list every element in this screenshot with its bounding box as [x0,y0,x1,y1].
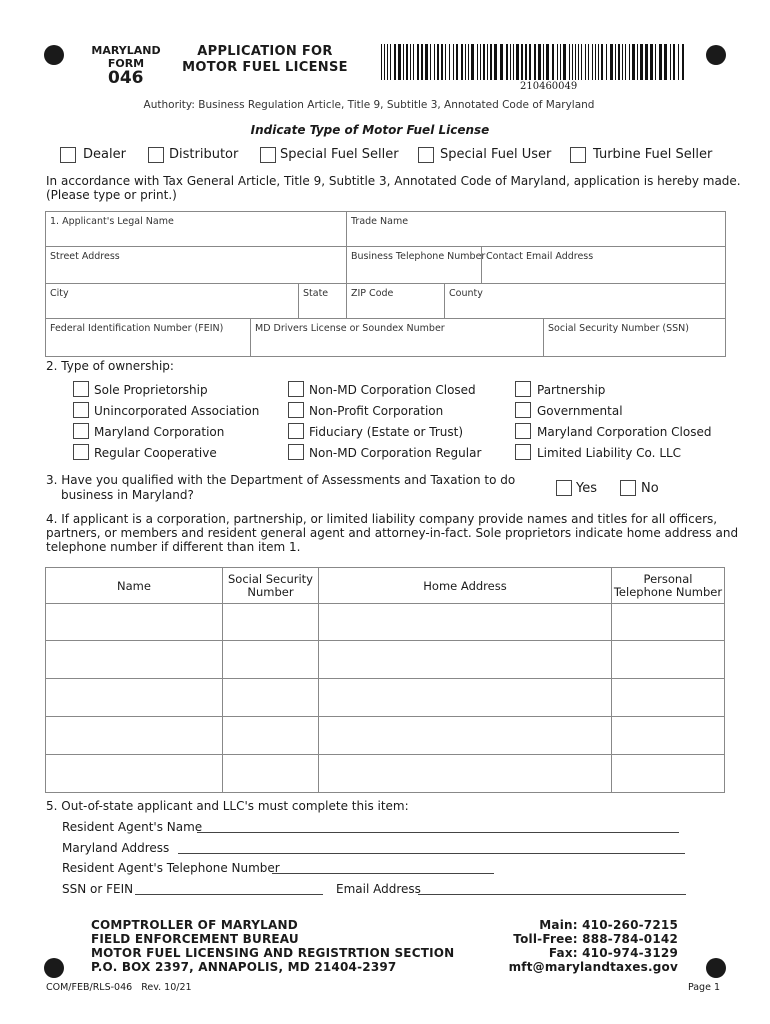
barcode-bar [500,44,503,80]
label-special-fuel-seller: Special Fuel Seller [280,147,399,162]
table-cell[interactable] [612,717,725,755]
table-cell[interactable] [319,717,612,755]
q3-line2: business in Maryland? [61,488,194,502]
barcode-bar [640,44,643,80]
barcode-bar [543,44,544,80]
label-fein: Federal Identification Number (FEIN) [50,323,224,334]
label-legal-name: 1. Applicant's Legal Name [50,216,174,227]
table-cell[interactable] [46,641,223,679]
label-zip: ZIP Code [351,288,394,299]
barcode-bar [425,44,428,80]
col-name-header: Name [46,568,223,604]
checkbox-q3-yes[interactable] [556,480,572,496]
barcode-bar [477,44,478,80]
table-cell[interactable] [612,604,725,641]
field-county[interactable] [444,283,726,318]
barcode-bar [622,44,623,80]
field-contact-email[interactable] [481,246,726,283]
barcode-bar [645,44,648,80]
barcode-bar [525,44,527,80]
registration-mark-top-left [44,45,64,65]
barcode-bar [588,44,589,80]
barcode-bar [513,44,514,80]
table-cell[interactable] [46,755,223,793]
barcode-bar [406,44,408,80]
barcode-bar [521,44,523,80]
table-row[interactable] [46,641,725,679]
checkbox-regular-cooperative[interactable] [73,444,89,460]
label-special-fuel-user: Special Fuel User [440,147,552,162]
form-code: COM/FEB/RLS-046 Rev. 10/21 [46,982,192,993]
checkbox-dealer[interactable] [60,147,76,163]
q4-line3: telephone number if different than item 1. [46,540,301,554]
q4-line2: partners, or members and resident general agent and attorney-in-fact. Sole proprietors indicate home address and [46,526,739,540]
authority-text: Authority: Business Regulation Article, Title 9, Subtitle 3, Annotated Code of Maryland [143,99,595,111]
checkbox-governmental[interactable] [515,402,531,418]
label-ssn-fein: SSN or FEIN [62,882,134,896]
label-partnership: Partnership [537,383,606,397]
footer-address-line2: FIELD ENFORCEMENT BUREAU [91,932,299,946]
barcode-bar [384,44,385,80]
field-ssn[interactable] [543,318,726,357]
registration-mark-top-right [706,45,726,65]
table-row[interactable] [46,679,725,717]
checkbox-llc[interactable] [515,444,531,460]
label-distributor: Distributor [169,147,239,162]
col-phone-line1: Personal [643,571,693,586]
field-street-address[interactable] [45,246,346,283]
label-ssn: Social Security Number (SSN) [548,323,689,334]
checkbox-unincorporated-association[interactable] [73,402,89,418]
barcode-bar [610,44,613,80]
page-number: Page 1 [687,982,720,993]
barcode [381,44,686,80]
barcode-bar [557,44,558,80]
table-cell[interactable] [612,679,725,717]
label-non-profit-corp: Non-Profit Corporation [309,404,444,418]
checkbox-distributor[interactable] [148,147,164,163]
q4-line1: 4. If applicant is a corporation, partnership, or limited liability company provide names and titles for all officers, [46,512,718,526]
label-maryland-address: Maryland Address [62,841,170,855]
checkbox-sole-proprietorship[interactable] [73,381,89,397]
barcode-bar [516,44,519,80]
intro-line1: In accordance with Tax General Article, Title 9, Subtitle 3, Annotated Code of Maryland, application is hereby made. [46,174,741,188]
col-ssn-header [223,568,319,604]
registration-mark-bottom-left [44,958,64,978]
barcode-bar [413,44,414,80]
checkbox-special-fuel-user[interactable] [418,147,434,163]
barcode-bar [615,44,616,80]
checkbox-non-profit-corp[interactable] [288,402,304,418]
col-address-header: Home Address [319,568,612,604]
barcode-bar [381,44,382,80]
checkbox-maryland-corp-closed[interactable] [515,423,531,439]
table-cell[interactable] [319,641,612,679]
label-business-phone: Business Telephone Number [351,251,486,262]
state-label: MARYLAND [91,44,161,57]
barcode-bar [403,44,404,80]
barcode-bar [595,44,596,80]
barcode-bar [664,44,667,80]
label-sole-proprietorship: Sole Proprietorship [94,383,208,397]
barcode-bar [578,44,579,80]
label-contact-email: Contact Email Address [486,251,594,262]
form-title-line1: APPLICATION FOR [197,44,333,59]
field-zip[interactable] [346,283,444,318]
label-state: State [303,288,329,299]
barcode-bar [670,44,671,80]
barcode-bar [563,44,566,80]
barcode-bar [659,44,662,80]
table-cell[interactable] [223,755,319,793]
barcode-bar [449,44,450,80]
checkbox-non-md-corp-regular[interactable] [288,444,304,460]
label-non-md-corp-closed: Non-MD Corporation Closed [309,383,476,397]
footer-address-line1: COMPTROLLER OF MARYLAND [91,918,298,932]
barcode-bar [618,44,620,80]
label-trade-name: Trade Name [351,216,409,227]
q5-heading: 5. Out-of-state applicant and LLC's must complete this item: [46,799,409,813]
table-cell[interactable] [223,717,319,755]
table-cell[interactable] [46,679,223,717]
barcode-bar [490,44,492,80]
footer-fax: Fax: 410-974-3129 [548,946,678,960]
barcode-bar [480,44,481,80]
label-resident-agent-phone: Resident Agent's Telephone Number [62,861,280,875]
form-label: FORM [107,57,145,70]
barcode-bar [581,44,582,80]
footer-main-phone: Main: 410-260-7215 [539,918,678,932]
col-phone-line2: Telephone Number [613,584,723,599]
field-fein[interactable] [45,318,250,357]
barcode-bar [625,44,626,80]
table-cell[interactable] [612,755,725,793]
ownership-heading: 2. Type of ownership: [46,359,174,373]
checkbox-partnership[interactable] [515,381,531,397]
barcode-bar [655,44,656,80]
label-llc: Limited Liability Co. LLC [537,446,682,460]
col-ssn-line1: Social Security [228,571,313,586]
barcode-bar [441,44,443,80]
footer-toll-free: Toll-Free: 888-784-0142 [513,932,678,946]
barcode-bar [678,44,679,80]
barcode-bar [487,44,488,80]
label-regular-cooperative: Regular Cooperative [94,446,217,460]
barcode-bar [437,44,439,80]
barcode-bar [461,44,463,80]
barcode-bar [421,44,423,80]
field-state[interactable] [298,283,346,318]
label-fiduciary: Fiduciary (Estate or Trust) [309,425,464,439]
input-maryland-address[interactable] [178,853,685,854]
barcode-bar [552,44,554,80]
barcode-bar [529,44,531,80]
barcode-bar [673,44,675,80]
barcode-bar [682,44,684,80]
barcode-bar [546,44,549,80]
checkbox-maryland-corporation[interactable] [73,423,89,439]
label-non-md-corp-regular: Non-MD Corporation Regular [309,446,482,460]
input-email-address[interactable] [418,894,686,895]
table-cell[interactable] [223,604,319,641]
checkbox-fiduciary[interactable] [288,423,304,439]
checkbox-special-fuel-seller[interactable] [260,147,276,163]
form-title-line2: MOTOR FUEL LICENSE [182,60,348,75]
footer-email[interactable]: mft@marylandtaxes.gov [508,960,678,974]
col-phone-header [612,568,725,604]
checkbox-non-md-corp-closed[interactable] [288,381,304,397]
officers-table [45,567,725,793]
barcode-bar [430,44,431,80]
barcode-bar [398,44,401,80]
barcode-bar [632,44,635,80]
table-cell[interactable] [612,641,725,679]
footer-address-line3: MOTOR FUEL LICENSING AND REGISTRTION SECTION [91,946,455,960]
barcode-bar [417,44,419,80]
table-row[interactable] [46,755,725,793]
barcode-bar [637,44,638,80]
intro-line2: (Please type or print.) [46,188,177,202]
label-turbine-fuel-seller: Turbine Fuel Seller [593,147,713,162]
input-resident-agent-phone[interactable] [272,873,494,874]
license-type-heading: Indicate Type of Motor Fuel License [250,123,490,137]
table-cell[interactable] [319,604,612,641]
barcode-bar [465,44,466,80]
officers-table-header [46,568,725,604]
barcode-bar [575,44,576,80]
barcode-bar [434,44,435,80]
barcode-bar [494,44,497,80]
footer-address-line4: P.O. BOX 2397, ANNAPOLIS, MD 21404-2397 [91,960,397,974]
barcode-bar [387,44,388,80]
barcode-bar [650,44,653,80]
barcode-bar [510,44,511,80]
label-dealer: Dealer [83,147,126,162]
q3-line1: 3. Have you qualified with the Department of Assessments and Taxation to do [46,473,516,487]
checkbox-q3-no[interactable] [620,480,636,496]
barcode-bar [598,44,599,80]
barcode-bar [629,44,630,80]
applicant-info-grid [45,211,726,357]
label-unincorporated-association: Unincorporated Association [94,404,260,418]
field-legal-name[interactable] [45,211,346,246]
table-cell[interactable] [223,679,319,717]
label-email-address: Email Address [336,882,421,896]
barcode-bar [410,44,411,80]
label-resident-agent-name: Resident Agent's Name [62,820,203,834]
barcode-bar [471,44,474,80]
barcode-bar [390,44,391,80]
form-number: 046 [108,68,144,88]
table-row[interactable] [46,604,725,641]
table-cell[interactable] [319,755,612,793]
label-county: County [449,288,483,299]
barcode-bar [456,44,458,80]
table-cell[interactable] [223,641,319,679]
table-cell[interactable] [46,604,223,641]
barcode-bar [601,44,603,80]
label-q3-yes: Yes [576,481,597,496]
barcode-bar [572,44,573,80]
field-business-phone[interactable] [346,246,486,283]
barcode-number: 210460049 [520,81,578,92]
label-street-address: Street Address [50,251,120,262]
input-resident-agent-name[interactable] [197,832,679,833]
barcode-bar [468,44,469,80]
field-drivers-license[interactable] [250,318,543,357]
table-cell[interactable] [319,679,612,717]
field-trade-name[interactable] [346,211,726,246]
table-cell[interactable] [46,717,223,755]
barcode-bar [592,44,593,80]
field-city[interactable] [45,283,298,318]
barcode-bar [534,44,536,80]
label-governmental: Governmental [537,404,623,418]
barcode-bar [569,44,570,80]
barcode-bar [394,44,396,80]
label-maryland-corporation: Maryland Corporation [94,425,225,439]
barcode-bar [506,44,508,80]
checkbox-turbine-fuel-seller[interactable] [570,147,586,163]
label-maryland-corp-closed: Maryland Corporation Closed [537,425,712,439]
barcode-bar [585,44,586,80]
barcode-bar [483,44,485,80]
input-ssn-fein[interactable] [135,894,323,895]
col-ssn-line2: Number [247,584,294,599]
barcode-bar [560,44,561,80]
label-city: City [50,288,69,299]
barcode-bar [538,44,541,80]
registration-mark-bottom-right [706,958,726,978]
table-row[interactable] [46,717,725,755]
label-drivers-license: MD Drivers License or Soundex Number [255,323,445,334]
barcode-bar [445,44,446,80]
barcode-bar [453,44,454,80]
label-q3-no: No [641,481,659,496]
barcode-bar [606,44,607,80]
